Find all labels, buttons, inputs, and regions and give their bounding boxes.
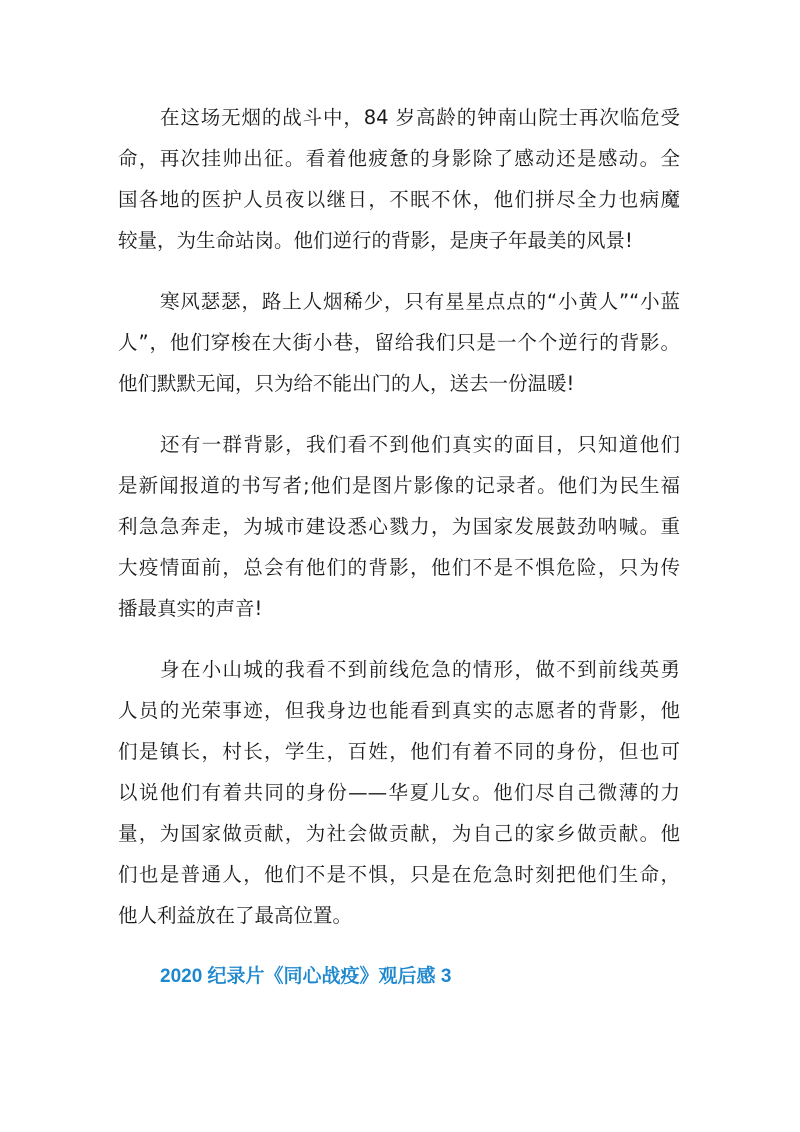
paragraph-line: 还有一群背影，我们看不到他们真实的面目，只知道他们: [160, 433, 680, 456]
paragraph-line: 人员的光荣事迹，但我身边也能看到真实的志愿者的背影，他: [118, 699, 680, 722]
paragraph: [118, 281, 680, 404]
paragraph-line: 他人利益放在了最高位置。: [118, 904, 353, 927]
paragraph: [118, 97, 680, 261]
paragraph-line: 人”，他们穿梭在大街小巷，留给我们只是一个个逆行的背影。: [118, 331, 680, 354]
paragraph-line: 们是镇长，村长，学生，百姓，他们有着不同的身份，但也可: [118, 740, 680, 763]
paragraph-line: 以说他们有着共同的身份——华夏儿女。他们尽自己微薄的力: [118, 781, 680, 804]
paragraph-line: 寒风瑟瑟，路上人烟稀少，只有星星点点的“小黄人”“小蓝: [160, 290, 680, 313]
paragraph-line: 播最真实的声音!: [118, 597, 263, 620]
paragraph-line: 在这场无烟的战斗中，84 岁高龄的钟南山院士再次临危受: [160, 106, 680, 129]
paragraph-line: 利急急奔走，为城市建设悉心戮力，为国家发展鼓劲呐喊。重: [118, 515, 680, 538]
paragraph-line: 命，再次挂帅出征。看着他疲惫的身影除了感动还是感动。全: [118, 147, 680, 170]
paragraph-line: 是新闻报道的书写者;他们是图片影像的记录者。他们为民生福: [118, 474, 680, 497]
paragraph-line: 量，为国家做贡献，为社会做贡献，为自己的家乡做贡献。他: [118, 822, 680, 845]
paragraph-line: 大疫情面前，总会有他们的背影，他们不是不惧危险，只为传: [118, 556, 680, 579]
section-heading: 2020 纪录片《同心战疫》观后感 3: [160, 966, 452, 987]
paragraph-line: 国各地的医护人员夜以继日，不眠不休，他们拼尽全力也病魔: [118, 188, 680, 211]
paragraph: [118, 424, 680, 629]
paragraph-line: 较量，为生命站岗。他们逆行的背影，是庚子年最美的风景!: [118, 229, 633, 252]
paragraph: [118, 649, 680, 936]
document-body: [118, 97, 680, 956]
paragraph-line: 身在小山城的我看不到前线危急的情形，做不到前线英勇: [160, 658, 680, 681]
paragraph-line: 们也是普通人，他们不是不惧，只是在危急时刻把他们生命，: [118, 863, 680, 886]
paragraph-line: 他们默默无闻，只为给不能出门的人，送去一份温暖!: [118, 372, 575, 395]
